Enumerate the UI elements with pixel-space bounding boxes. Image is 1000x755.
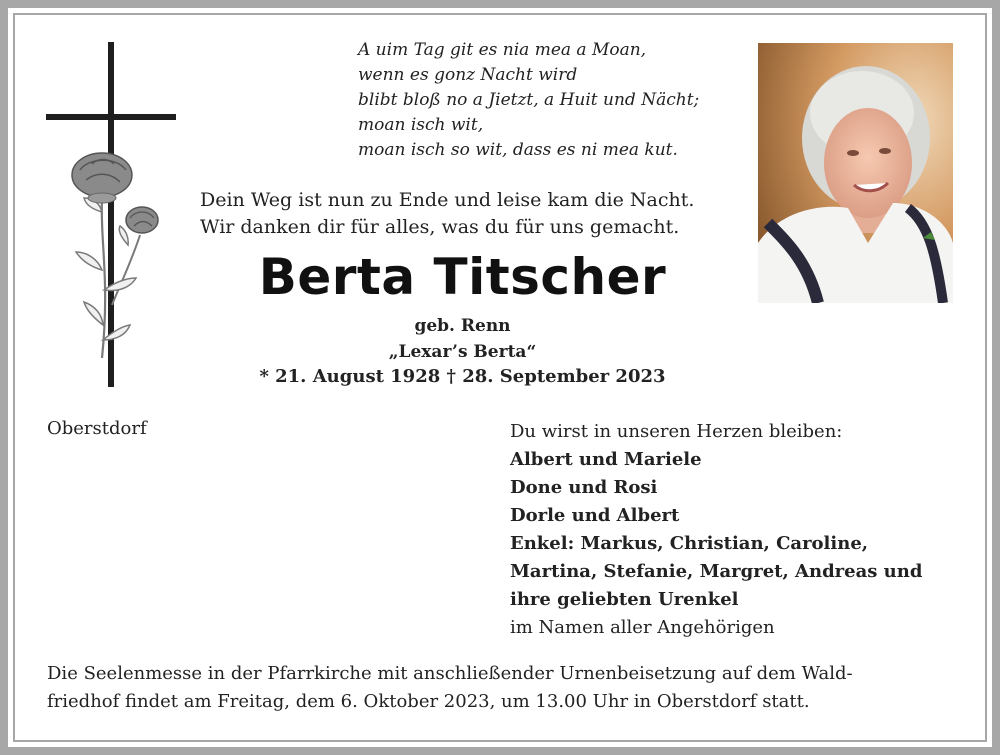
mourner-line: Martina, Stefanie, Margret, Andreas und bbox=[510, 561, 923, 582]
tribute-line: Wir danken dir für alles, was du für uns gemacht. bbox=[200, 216, 680, 238]
nickname: „Lexar’s Berta“ bbox=[388, 342, 537, 362]
poem-line: moan isch so wit, dass es ni mea kut. bbox=[358, 140, 678, 160]
place-name: Oberstdorf bbox=[47, 418, 147, 439]
mourners-block bbox=[510, 418, 980, 642]
tribute-text bbox=[200, 187, 740, 241]
mourner-line: Albert und Mariele bbox=[510, 449, 702, 470]
birth-info bbox=[180, 313, 745, 365]
mourner-line: Enkel: Markus, Christian, Caroline, bbox=[510, 533, 869, 554]
service-line: Die Seelenmesse in der Pfarrkirche mit anschließender Urnenbeisetzung auf dem Wald- bbox=[47, 663, 853, 684]
mourner-line: Dorle und Albert bbox=[510, 505, 680, 526]
birth-name: geb. Renn bbox=[414, 316, 511, 336]
mourner-line: Done und Rosi bbox=[510, 477, 658, 498]
portrait-photo bbox=[758, 43, 953, 303]
tribute-line: Dein Weg ist nun zu Ende und leise kam die Nacht. bbox=[200, 189, 695, 211]
poem-line: wenn es gonz Nacht wird bbox=[358, 65, 578, 85]
service-announcement bbox=[47, 660, 967, 716]
mourners-intro: Du wirst in unseren Herzen bleiben: bbox=[510, 421, 843, 442]
cross-with-roses-icon bbox=[40, 40, 190, 390]
dialect-poem bbox=[358, 38, 748, 163]
service-line: friedhof findet am Freitag, dem 6. Oktober 2023, um 13.00 Uhr in Oberstdorf statt. bbox=[47, 691, 810, 712]
life-dates: * 21. August 1928 † 28. September 2023 bbox=[259, 366, 666, 387]
mourners-outro: im Namen aller Angehörigen bbox=[510, 617, 775, 638]
poem-line: blibt bloß no a Jietzt, a Huit und Nächt; bbox=[358, 90, 700, 110]
mourner-line: ihre geliebten Urenkel bbox=[510, 589, 739, 610]
deceased-name: Berta Titscher bbox=[258, 248, 667, 306]
poem-line: A uim Tag git es nia mea a Moan, bbox=[358, 40, 647, 60]
poem-line: moan isch wit, bbox=[358, 115, 484, 135]
